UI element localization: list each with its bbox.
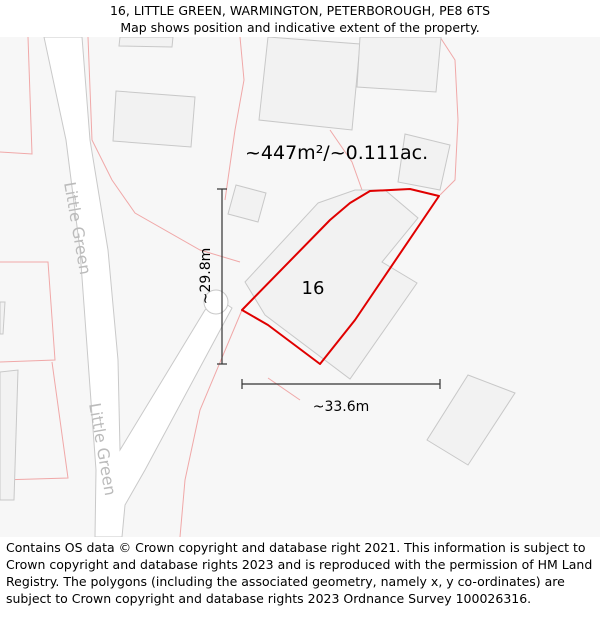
copyright-text: Contains OS data © Crown copyright and database right 2021. This information is subject to Crown copyright and database rights 2023 and is reproduced with the permission of HM Land Registry. The polygons (including the associated geometry, namely x, y co-ordinates) are subject to Crown copyright and database rights 2023 Ordnance Survey 100026316. [6,540,593,606]
map-svg [0,37,600,537]
property-address-title: 16, LITTLE GREEN, WARMINGTON, PETERBOROUGH, PE8 6TS [109,3,491,18]
map-header [0,0,600,39]
map-canvas[interactable] [0,37,600,537]
road-label-lower: Little Green [85,401,121,498]
building [119,37,173,47]
area-label: ~447m²/~0.111ac. [245,142,429,164]
copyright-footer [6,539,596,607]
vertical-dimension-label: ~29.8m [198,247,214,305]
road-label-upper: Little Green [60,180,96,277]
building [357,37,441,92]
horizontal-dimension-label: ~33.6m [312,399,370,415]
building [113,91,195,147]
map-subtitle: Map shows position and indicative extent of the property. [120,20,480,35]
plot-number-label: 16 [301,278,325,299]
building [259,37,360,130]
